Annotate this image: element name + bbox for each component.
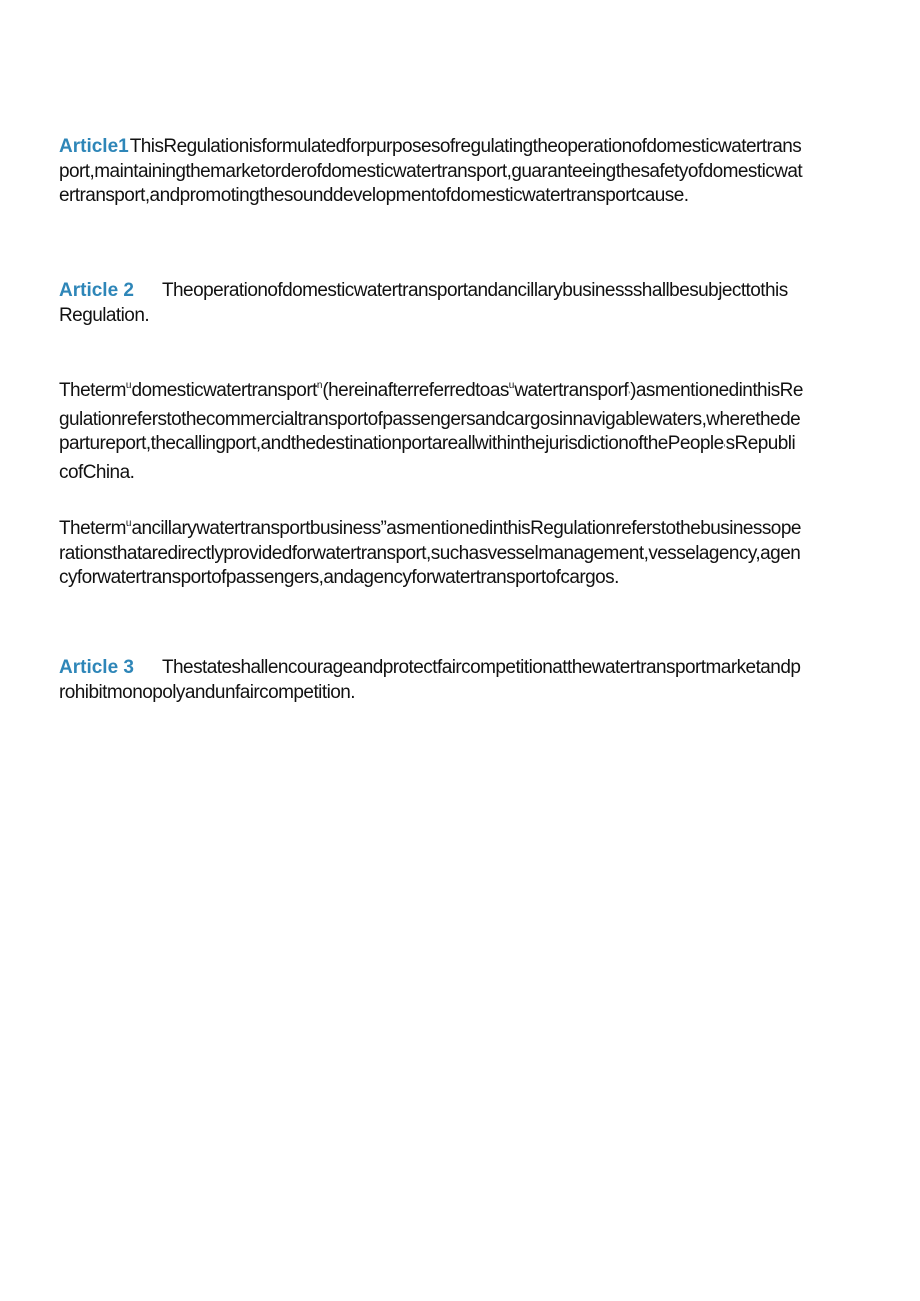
definition-text: domesticwatertransport — [131, 380, 317, 401]
definition-text: sRepublicofChina. — [59, 433, 796, 483]
article-1-label: Article1 — [59, 136, 129, 157]
quote-mark: n — [316, 380, 323, 391]
article-2-label: Article 2 — [59, 280, 134, 301]
quote-mark: u — [125, 380, 132, 391]
article-3-label: Article 3 — [59, 657, 134, 678]
article-1-paragraph — [59, 135, 804, 209]
definition-text: watertransporf — [514, 380, 629, 401]
definition-text: ancillarywatertransportbusiness”asmentionedinthisRegulationreferstothebusinessoperationsthataredirectlyprovidedforwatertransport,suchasvesselmanagement,vesselagency,agencyforwatertransportofpassengers,andagencyforwatertransportofcargos. — [59, 518, 801, 589]
definition-text: Theterm — [59, 518, 126, 539]
article-2-paragraph — [59, 279, 804, 328]
definition-text: )asmentionedinthisRegulationreferstothecommercialtransportofpassengersandcargosinnavigablewaters,wherethedepartureport,thecallingport,andthedestinationportareallwithinthejurisdictionofthePeople — [59, 380, 803, 455]
quote-mark: u — [508, 380, 515, 391]
quote-mark: ’ — [628, 390, 631, 400]
definition-text: Theterm — [59, 380, 126, 401]
ancillary-business-definition — [59, 512, 804, 591]
quote-mark: u — [125, 518, 132, 529]
article-3-paragraph — [59, 656, 804, 705]
definition-text: (hereinafterreferredtoas — [322, 380, 509, 401]
domestic-water-transport-definition — [59, 374, 804, 485]
article-2-text: Theoperationofdomesticwatertransportandancillarybusinessshallbesubjecttothis Regulation. — [59, 280, 788, 326]
article-1-text: ThisRegulationisformulatedforpurposesofregulatingtheoperationofdomesticwatertransport,maintainingthemarketorderofdomesticwatertransport,guaranteeingthesafetyofdomesticwatertransport,andpromotingthesounddevelopmentofdomesticwatertransportcause. — [59, 136, 803, 207]
article-3-text: Thestateshallencourageandprotectfaircompetitionatthewatertransportmarketandprohibitmonopolyandunfaircompetition. — [59, 657, 801, 703]
apostrophe-mark: ’ — [723, 443, 726, 454]
